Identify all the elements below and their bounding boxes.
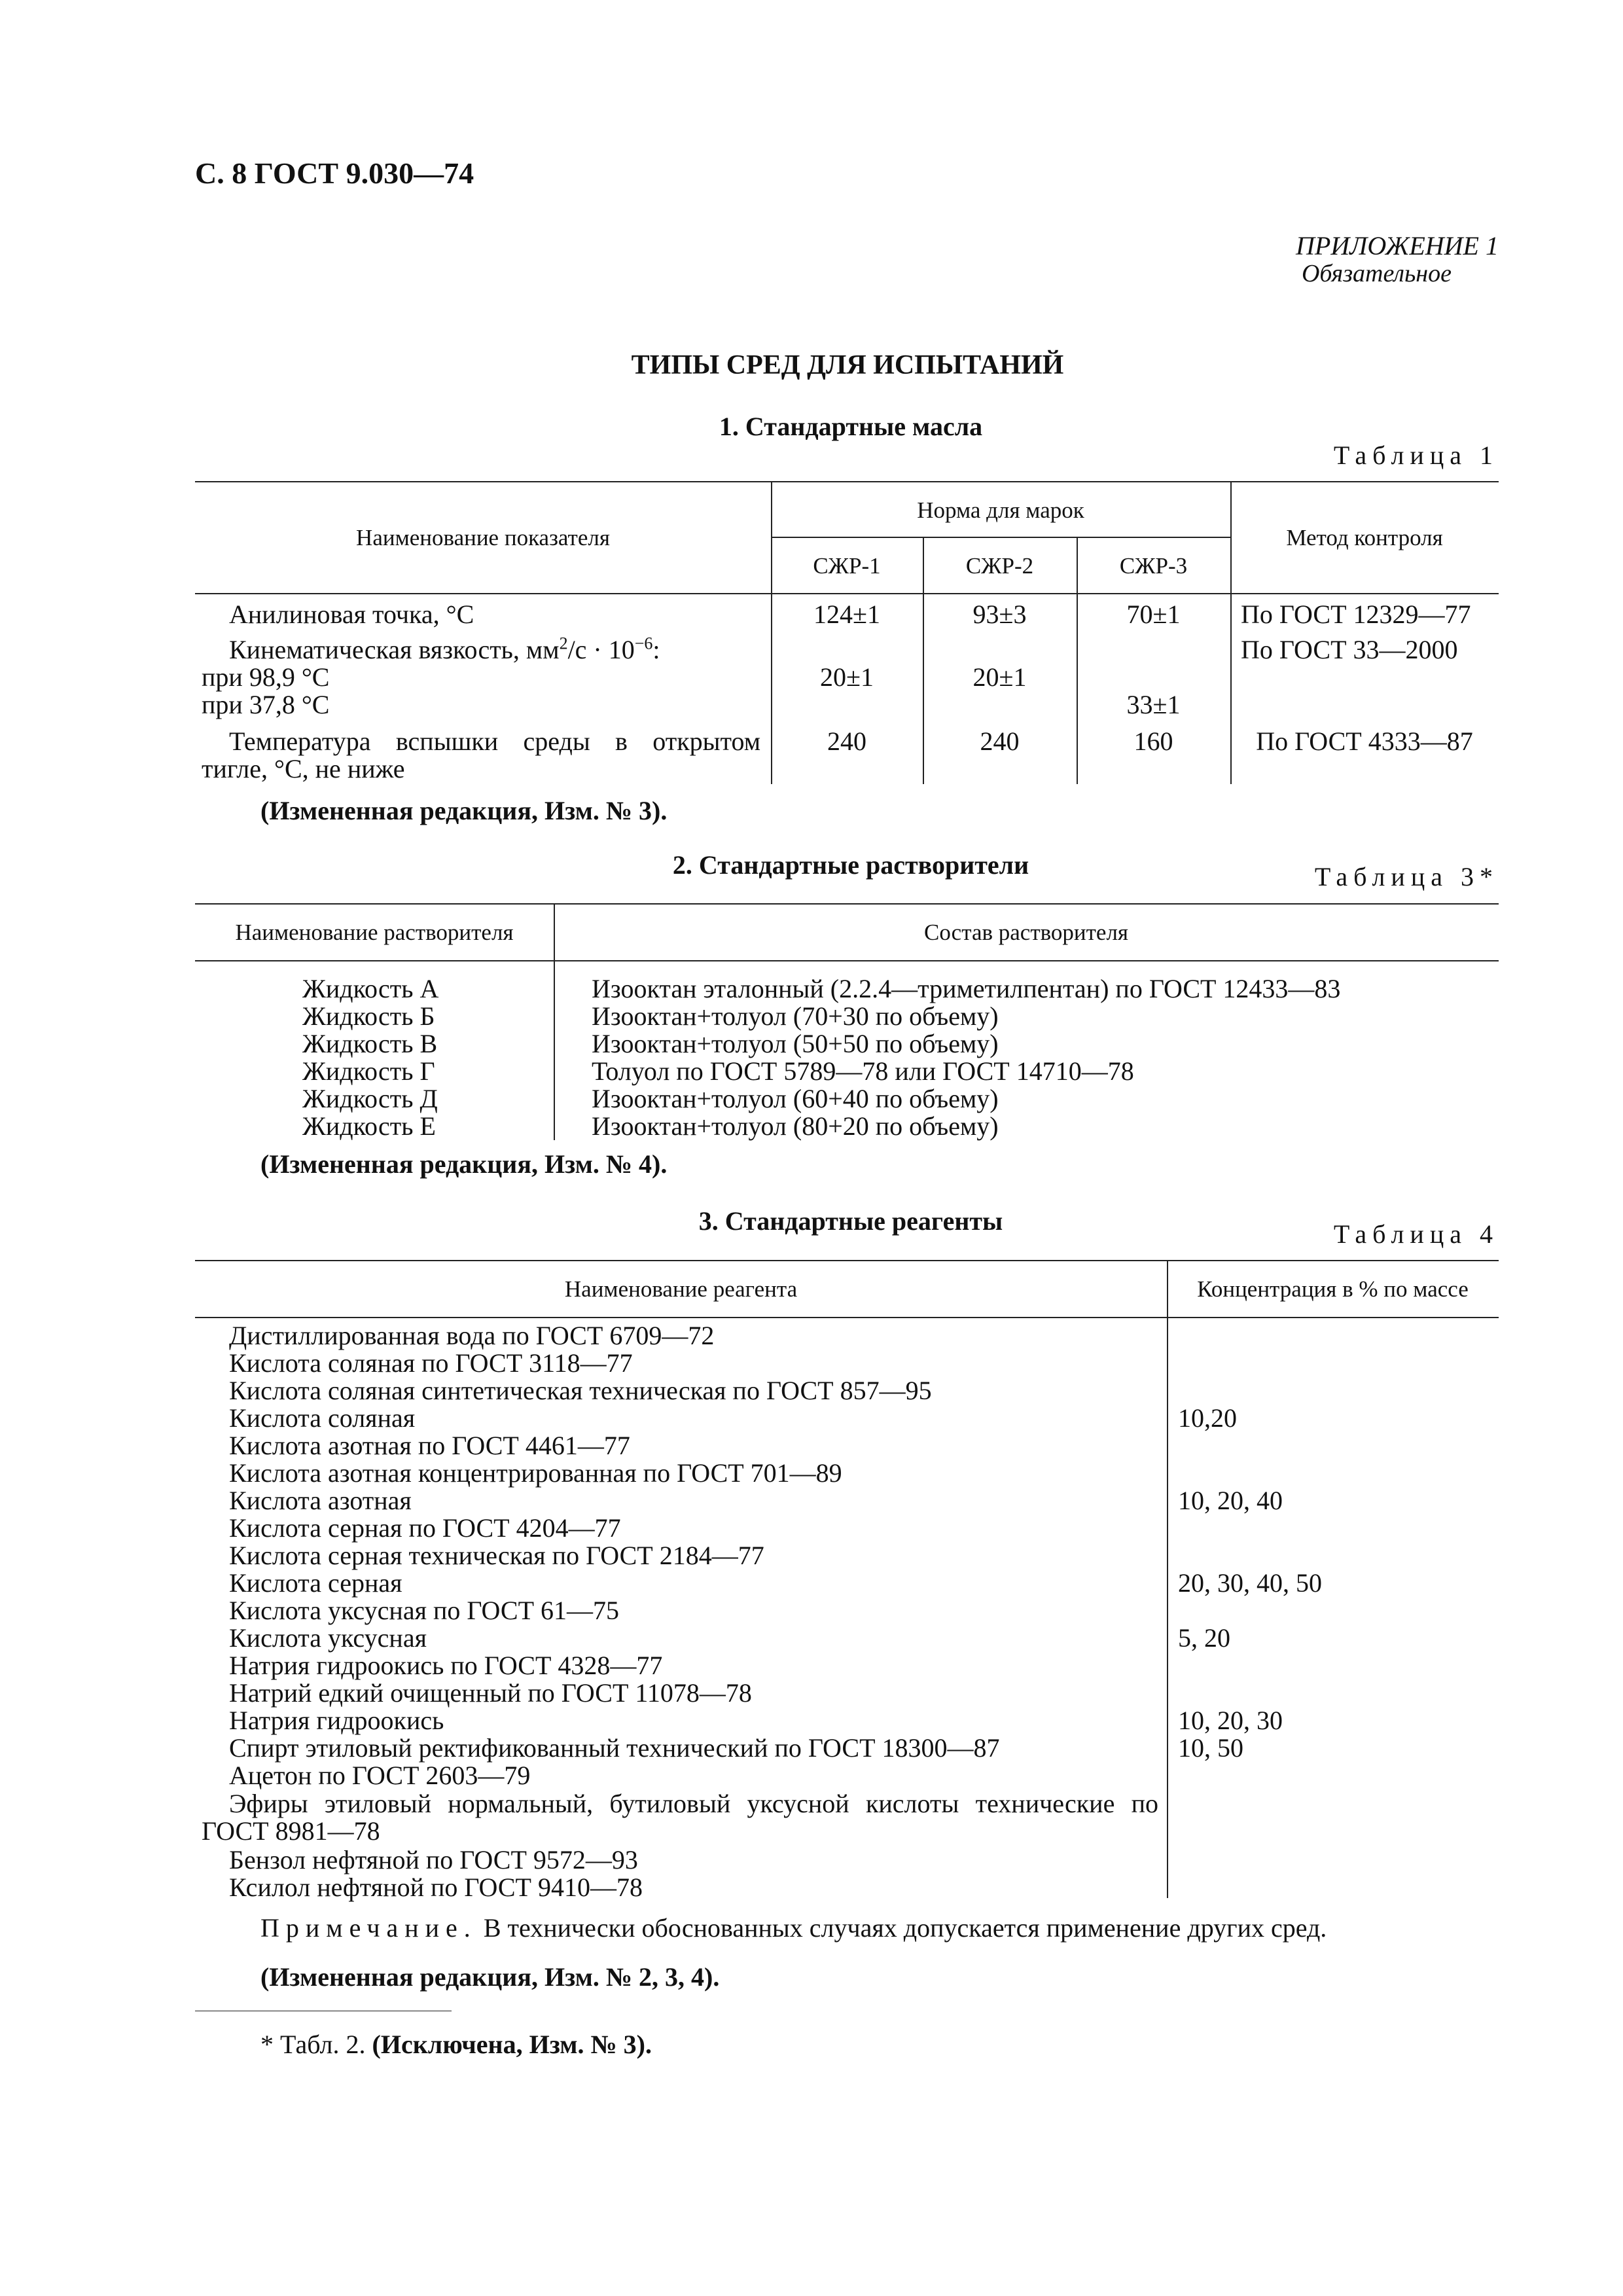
reagent-name: Ксилол нефтяной по ГОСТ 9410—78	[229, 1873, 643, 1902]
reagent-name: Спирт этиловый ректификованный технический по ГОСТ 18300—87	[229, 1733, 1000, 1763]
row-37-label: при 37,8 °С	[202, 690, 330, 719]
footnote: * Табл. 2. (Исключена, Изм. № 3).	[260, 2030, 652, 2059]
reagent-name: Кислота азотная концентрированная по ГОСТ 701—89	[229, 1458, 842, 1488]
reagent-name: Натрия гидроокись по ГОСТ 4328—77	[229, 1651, 663, 1680]
section3-amendment: (Измененная редакция, Изм. № 2, 3, 4).	[260, 1962, 720, 1992]
appendix-status: Обязательное	[1301, 260, 1452, 287]
solvent-name: Жидкость В	[302, 1029, 438, 1058]
row-aniline-label: Анилиновая точка, °С	[229, 600, 474, 629]
appendix-title: ПРИЛОЖЕНИЕ 1	[1296, 231, 1499, 260]
row-viscosity-method: По ГОСТ 33—2000	[1241, 635, 1458, 664]
section1-amendment: (Измененная редакция, Изм. № 3).	[260, 796, 668, 825]
reagent-concentration: 10,20	[1178, 1403, 1237, 1433]
solvent-composition: Изооктан эталонный (2.2.4—триметилпентан) по ГОСТ 12433—83	[592, 974, 1341, 1003]
reagent-ethers-line1: Эфиры этиловый нормальный, бутиловый уксусной кислоты технические по	[229, 1789, 1158, 1818]
row-37-value-3: 33±1	[1126, 690, 1181, 719]
solvent-name: Жидкость А	[302, 974, 439, 1003]
reagent-name: Кислота соляная	[229, 1403, 416, 1433]
col-solvent-name-header: Наименование растворителя	[235, 920, 514, 945]
row-aniline-method: По ГОСТ 12329—77	[1241, 600, 1471, 629]
row-aniline-value-1: 124±1	[813, 600, 880, 629]
reagent-name: Кислота уксусная по ГОСТ 61—75	[229, 1596, 619, 1625]
reagent-name: Кислота соляная по ГОСТ 3118—77	[229, 1348, 633, 1378]
reagent-concentration: 5, 20	[1178, 1623, 1230, 1653]
solvent-name: Жидкость Б	[302, 1001, 435, 1031]
reagent-concentration: 10, 20, 30	[1178, 1706, 1283, 1735]
row-flash-method: По ГОСТ 4333—87	[1256, 726, 1473, 756]
reagent-name: Кислота серная по ГОСТ 4204—77	[229, 1513, 621, 1543]
reagent-name: Бензол нефтяной по ГОСТ 9572—93	[229, 1845, 638, 1874]
solvent-name: Жидкость Д	[302, 1084, 438, 1113]
col-grade-1: СЖР-1	[813, 553, 881, 579]
solvent-composition: Изооктан+толуол (70+30 по объему)	[592, 1001, 999, 1031]
main-title: ТИПЫ СРЕД ДЛЯ ИСПЫТАНИЙ	[631, 350, 1064, 380]
col-grade-3: СЖР-3	[1119, 553, 1188, 579]
col-grade-2: СЖР-2	[965, 553, 1034, 579]
section2-heading: 2. Стандартные растворители	[672, 850, 1029, 880]
reagent-name: Кислота соляная синтетическая техническая по ГОСТ 857—95	[229, 1376, 932, 1405]
reagent-ethers-line2: ГОСТ 8981—78	[202, 1816, 380, 1846]
row-flash-value-3: 160	[1133, 726, 1173, 756]
row-flash-label-line2: тигле, °С, не ниже	[202, 754, 405, 783]
solvent-composition: Толуол по ГОСТ 5789—78 или ГОСТ 14710—78	[592, 1056, 1134, 1086]
reagent-concentration: 20, 30, 40, 50	[1178, 1568, 1322, 1598]
table1-label: Таблица 1	[1333, 440, 1499, 470]
reagent-name: Натрий едкий очищенный по ГОСТ 11078—78	[229, 1678, 752, 1708]
col-reagent-name-header: Наименование реагента	[564, 1276, 798, 1302]
reagent-name: Кислота азотная	[229, 1486, 412, 1515]
reagent-name: Кислота азотная по ГОСТ 4461—77	[229, 1431, 630, 1460]
section2-amendment: (Измененная редакция, Изм. № 4).	[260, 1149, 668, 1179]
row-viscosity-label: Кинематическая вязкость, $мм^2/с \cdot 10^{-6}$:	[229, 634, 660, 664]
solvent-composition: Изооктан+толуол (80+20 по объему)	[592, 1111, 999, 1141]
reagent-name: Кислота уксусная	[229, 1623, 427, 1653]
solvent-composition: Изооктан+толуол (60+40 по объему)	[592, 1084, 999, 1113]
col-norm-header: Норма для марок	[917, 497, 1084, 523]
row-98-value-1: 20±1	[820, 662, 874, 692]
table3-label: Таблица 3*	[1314, 862, 1499, 891]
reagent-name: Дистиллированная вода по ГОСТ 6709—72	[229, 1321, 715, 1350]
col-method-header: Метод контроля	[1286, 525, 1443, 550]
reagent-name: Ацетон по ГОСТ 2603—79	[229, 1761, 531, 1790]
solvent-name: Жидкость Г	[302, 1056, 435, 1086]
row-flash-value-2: 240	[980, 726, 1020, 756]
table4-label: Таблица 4	[1333, 1219, 1499, 1249]
section3-heading: 3. Стандартные реагенты	[698, 1206, 1003, 1236]
row-flash-value-1: 240	[827, 726, 866, 756]
section1-heading: 1. Стандартные масла	[719, 412, 983, 441]
row-98-value-2: 20±1	[972, 662, 1027, 692]
reagent-name: Кислота серная техническая по ГОСТ 2184—77	[229, 1541, 764, 1570]
reagent-concentration: 10, 50	[1178, 1733, 1243, 1763]
page-reference: С. 8 ГОСТ 9.030—74	[195, 156, 474, 190]
table4-note: Примечание. В технически обоснованных случаях допускается применение других сред.	[260, 1913, 1327, 1943]
col-concentration-header: Концентрация в % по массе	[1197, 1276, 1469, 1302]
row-aniline-value-2: 93±3	[972, 600, 1027, 629]
row-flash-label-line1: Температура вспышки среды в открытом	[229, 726, 760, 756]
row-aniline-value-3: 70±1	[1126, 600, 1181, 629]
reagent-name: Кислота серная	[229, 1568, 402, 1598]
col-solvent-composition-header: Состав растворителя	[923, 920, 1129, 945]
solvent-composition: Изооктан+толуол (50+50 по объему)	[592, 1029, 999, 1058]
reagent-name: Натрия гидроокись	[229, 1706, 444, 1735]
solvent-name: Жидкость Е	[302, 1111, 436, 1141]
col-indicator-header: Наименование показателя	[356, 525, 610, 550]
reagent-concentration: 10, 20, 40	[1178, 1486, 1283, 1515]
row-98-label: при 98,9 °С	[202, 662, 330, 692]
